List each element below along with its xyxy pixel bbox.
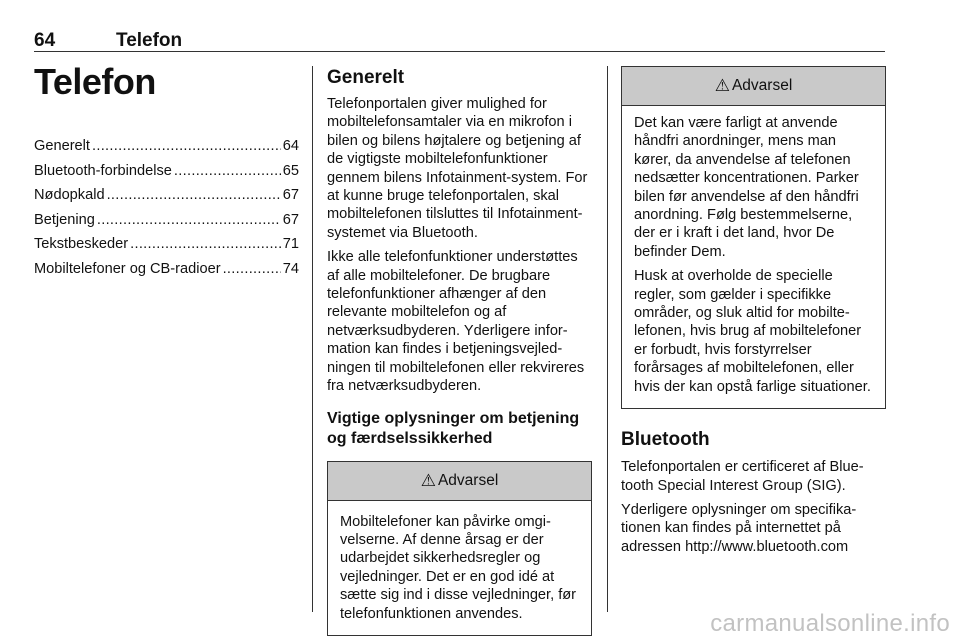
table-of-contents: [34, 138, 299, 285]
generelt-heading: Generelt: [327, 67, 405, 88]
safety-heading: Vigtige oplysninger om betjening og færdselssikkerhed: [327, 409, 580, 447]
toc-item-label: Tekstbeskeder: [34, 236, 129, 252]
toc-column: [34, 60, 299, 285]
section-title: Telefon: [116, 30, 183, 51]
toc-item-page: 71: [282, 236, 299, 252]
column-warning-bluetooth: [621, 66, 886, 556]
toc-leader: [223, 261, 281, 277]
toc-leader: [174, 163, 281, 179]
toc-leader: [92, 138, 281, 154]
bluetooth-paragraph-2: Yderligere oplysninger om specifikationen kan findes på internettet på adressen http://www.bluetooth.com: [621, 501, 857, 555]
toc-item-page: 67: [282, 187, 299, 203]
column-generelt: [327, 66, 592, 636]
warning-box-1: [327, 461, 592, 636]
bluetooth-paragraph-1: Telefonportalen er certificeret af Bluetooth Special Interest Group (SIG).: [621, 459, 864, 494]
toc-item-label: Nødopkald: [34, 187, 105, 203]
toc-item[interactable]: [34, 138, 299, 163]
warning-text: Mobiltelefoner kan påvirke omgivelserne. Af denne årsag er der udarbejdet sikkerhedsregler og vejledninger. Det er en god idé at sætte sig ind i disse vejledninger, før telefonfunktionen anvendes.: [340, 513, 577, 622]
warning-box-2: [621, 66, 886, 409]
warning-title: Advarsel: [731, 77, 793, 94]
header-rule: [34, 51, 885, 52]
warning-paragraph-1: Det kan være farligt at anvende håndfri anordninger, mens man kører, da anvendelse af telefonen nedsætter koncentrationen. Parker bilen før anvendelse af den håndfri anordning. Følg bestemmelserne, der er i kraft i det land, hvor De befinder Dem.: [634, 115, 859, 260]
bluetooth-heading: Bluetooth: [621, 429, 710, 451]
warning-paragraph-2: Husk at overholde de specielle regler, som gælder i specifikke områder, og sluk altid for mobiltelefonen, hvis brug af mobiltelefoner er forbudt, hvis forstyrrelser forårsages af mobiltelefonen, eller hvis der kan opstå farlige situationer.: [634, 268, 871, 395]
column-divider-1: [312, 66, 313, 612]
toc-item[interactable]: [34, 163, 299, 188]
warning-triangle-icon: ⚠: [714, 76, 730, 95]
chapter-title: Telefon: [34, 61, 156, 102]
generelt-paragraph-1: Telefonportalen giver mulighed for mobiltelefonsamtaler via en mikrofon i bilen og bilens højtalere og betjening af de vigtigste mobiltelefonfunktioner gennem bilens Infotainment-system. For at kunne bruge telefonportalen, skal mobiltelefonen tilsluttes til Infotainment-systemet via Bluetooth.: [327, 96, 588, 241]
toc-item-page: 74: [282, 260, 299, 277]
toc-item[interactable]: [34, 187, 299, 212]
warning-body: [328, 501, 591, 635]
toc-item-page: 65: [282, 162, 299, 179]
toc-item-page: 64: [282, 138, 299, 154]
toc-leader: [97, 212, 281, 228]
toc-item[interactable]: [34, 261, 299, 286]
toc-item-label: Generelt: [34, 138, 90, 154]
warning-header: [622, 67, 885, 106]
warning-title: Advarsel: [437, 471, 499, 489]
column-divider-2: [607, 66, 608, 612]
toc-leader: [130, 236, 281, 252]
warning-header: [328, 462, 591, 501]
generelt-paragraph-2: Ikke alle telefonfunktioner understøttes af alle mobiltelefoner. De brugbare telefonfunktioner afhænger af den relevante mobiltelefon og af netværksudbyderen. Yderligere information kan findes i betjeningsvejledningen til mobiltelefonen eller rekvireres fra netværksudbyderen.: [327, 249, 585, 395]
toc-item[interactable]: [34, 212, 299, 237]
toc-item[interactable]: [34, 236, 299, 261]
toc-item-label: Bluetooth-forbindelse: [34, 162, 172, 179]
watermark: carmanualsonline.info: [710, 610, 950, 637]
warning-triangle-icon: ⚠: [420, 470, 436, 490]
toc-leader: [107, 187, 281, 203]
page-number: 64: [34, 30, 56, 51]
toc-item-label: Mobiltelefoner og CB-radioer: [34, 260, 221, 277]
toc-item-label: Betjening: [34, 211, 95, 228]
warning-body: [622, 106, 885, 408]
toc-item-page: 67: [282, 211, 299, 228]
